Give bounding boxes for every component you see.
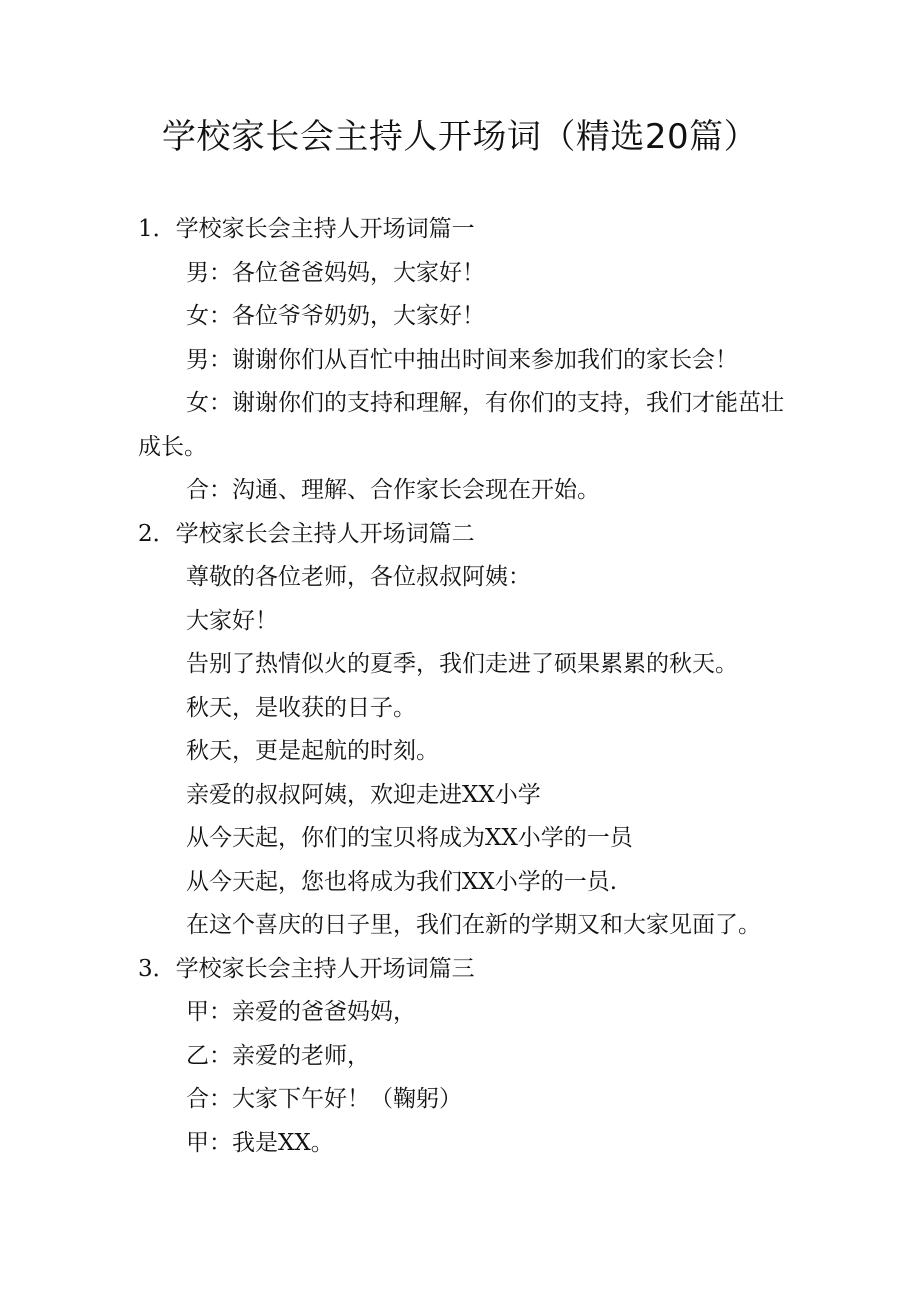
paragraph: 大家好！ bbox=[186, 607, 278, 634]
paragraph: 女：谢谢你们的支持和理解，有你们的支持，我们才能茁壮成长。 bbox=[138, 390, 784, 460]
paragraph: 从今天起，您也将成为我们XX小学的一员. bbox=[186, 868, 618, 895]
section-heading: 3．学校家长会主持人开场词篇三 bbox=[138, 955, 475, 982]
paragraph: 合：大家下午好！（鞠躬） bbox=[186, 1086, 462, 1112]
paragraph: 甲：我是XX。 bbox=[186, 1129, 334, 1156]
paragraph: 男：各位爸爸妈妈，大家好！ bbox=[186, 259, 485, 286]
paragraph: 在这个喜庆的日子里，我们在新的学期又和大家见面了。 bbox=[186, 912, 761, 938]
paragraph: 男：谢谢你们从百忙中抽出时间来参加我们的家长会！ bbox=[186, 346, 738, 373]
document-title: 学校家长会主持人开场词（精选20篇） bbox=[161, 117, 759, 157]
paragraph: 秋天，是收获的日子。 bbox=[186, 694, 416, 721]
section-heading: 1．学校家长会主持人开场词篇一 bbox=[138, 216, 475, 242]
paragraph: 亲爱的叔叔阿姨，欢迎走进XX小学 bbox=[186, 781, 541, 808]
paragraph: 从今天起，你们的宝贝将成为XX小学的一员 bbox=[186, 825, 633, 851]
paragraph: 秋天，更是起航的时刻。 bbox=[186, 738, 439, 764]
paragraph: 乙：亲爱的老师， bbox=[186, 1042, 370, 1069]
document-body bbox=[138, 208, 788, 1165]
paragraph: 甲：亲爱的爸爸妈妈， bbox=[186, 999, 416, 1025]
paragraph: 尊敬的各位老师，各位叔叔阿姨： bbox=[186, 564, 531, 590]
paragraph: 合：沟通、理解、合作家长会现在开始。 bbox=[186, 477, 600, 503]
paragraph: 女：各位爷爷奶奶，大家好！ bbox=[186, 303, 485, 329]
section-heading: 2．学校家长会主持人开场词篇二 bbox=[138, 520, 475, 547]
paragraph: 告别了热情似火的夏季，我们走进了硕果累累的秋天。 bbox=[186, 651, 738, 677]
